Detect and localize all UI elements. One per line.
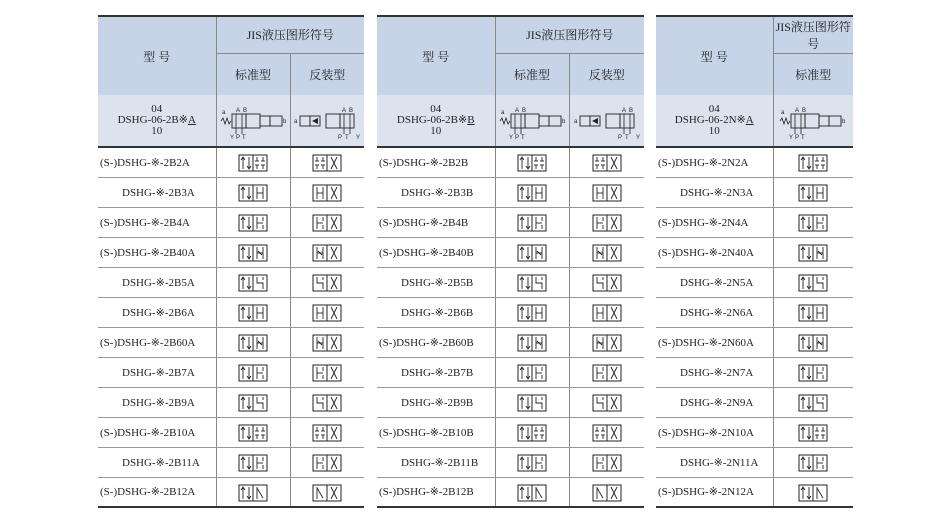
table-row xyxy=(377,357,644,387)
spool-symbol-icon xyxy=(591,331,623,353)
model-name: DSHG-※-2B7B xyxy=(377,357,495,387)
table-row xyxy=(98,297,364,327)
table-row xyxy=(98,207,364,237)
spool-symbol-icon xyxy=(797,391,829,413)
standard-symbol-cell xyxy=(495,297,569,327)
svg-text:P: P xyxy=(236,134,241,141)
spool-symbol-icon xyxy=(591,271,623,293)
table-row xyxy=(656,357,853,387)
svg-text:B: B xyxy=(802,107,807,114)
model-name: (S-)DSHG-※-2B2B xyxy=(377,147,495,177)
spool-symbol-icon xyxy=(591,391,623,413)
valve-diagram-body xyxy=(574,108,640,141)
code-line-2-main: DSHG-06-2B※ xyxy=(396,114,468,126)
solenoid-valve-diagram xyxy=(497,101,567,141)
model-name: (S-)DSHG-※-2B60A xyxy=(98,327,216,357)
standard-symbol-cell xyxy=(773,387,853,417)
reverse-symbol-cell xyxy=(569,387,644,417)
code-line-2-suffix: A xyxy=(745,114,754,126)
table-row xyxy=(98,177,364,207)
model-name: DSHG-※-2N3A xyxy=(656,177,773,207)
spool-symbol-icon xyxy=(591,361,623,383)
spool-symbol-icon xyxy=(516,361,548,383)
table-row xyxy=(377,447,644,477)
model-name: (S-)DSHG-※-2B12A xyxy=(98,477,216,507)
table-row xyxy=(377,267,644,297)
standard-symbol-cell xyxy=(216,327,290,357)
svg-text:T: T xyxy=(242,134,246,141)
table-row xyxy=(377,207,644,237)
reverse-symbol-cell xyxy=(569,297,644,327)
table-body xyxy=(98,147,364,507)
spool-symbol-icon xyxy=(797,271,829,293)
svg-text:B: B xyxy=(522,107,527,114)
jis-symbol-header: JIS液压图形符号 xyxy=(495,16,644,53)
spool-symbol-icon xyxy=(591,241,623,263)
spool-symbol-icon xyxy=(237,181,269,203)
table-row xyxy=(98,237,364,267)
svg-text:a: a xyxy=(781,109,785,116)
spool-symbol-icon xyxy=(797,181,829,203)
spool-symbol-icon xyxy=(237,211,269,233)
standard-symbol-cell xyxy=(495,387,569,417)
model-name: DSHG-※-2N6A xyxy=(656,297,773,327)
model-name: (S-)DSHG-※-2B40A xyxy=(98,237,216,267)
reverse-symbol-cell xyxy=(290,267,364,297)
reverse-symbol-cell xyxy=(290,207,364,237)
spool-symbol-icon xyxy=(516,211,548,233)
svg-text:P: P xyxy=(617,134,622,141)
spool-symbol-icon xyxy=(516,451,548,473)
model-header: 型 号 xyxy=(656,16,773,95)
standard-symbol-cell xyxy=(216,477,290,507)
valve-diagram-body xyxy=(294,108,360,141)
svg-text:Y: Y xyxy=(230,134,235,141)
reverse-symbol-cell xyxy=(290,237,364,267)
spool-symbol-icon xyxy=(797,301,829,323)
code-line-3: 10 xyxy=(151,125,163,137)
reverse-symbol-cell xyxy=(290,147,364,177)
model-name: (S-)DSHG-※-2B12B xyxy=(377,477,495,507)
spec-table-2b-b xyxy=(377,15,644,508)
table-row xyxy=(98,417,364,447)
spool-symbol-icon xyxy=(311,241,343,263)
model-name: (S-)DSHG-※-2N10A xyxy=(656,417,773,447)
table-row xyxy=(377,297,644,327)
table-row xyxy=(98,477,364,507)
model-name: DSHG-※-2B9A xyxy=(98,387,216,417)
standard-symbol-cell xyxy=(495,447,569,477)
spool-symbol-icon xyxy=(797,151,829,173)
spool-symbol-icon xyxy=(311,301,343,323)
standard-symbol-cell xyxy=(773,297,853,327)
code-line-3: 10 xyxy=(708,125,720,137)
model-name: (S-)DSHG-※-2N40A xyxy=(656,237,773,267)
svg-text:A: A xyxy=(621,107,626,114)
model-name: (S-)DSHG-※-2B10A xyxy=(98,417,216,447)
model-name: (S-)DSHG-※-2B4A xyxy=(98,207,216,237)
reverse-symbol-cell xyxy=(569,237,644,267)
reverse-solenoid-diagram xyxy=(569,95,644,147)
spool-symbol-icon xyxy=(797,421,829,443)
table-row xyxy=(656,387,853,417)
solenoid-valve-diagram xyxy=(292,101,362,141)
model-name: (S-)DSHG-※-2B60B xyxy=(377,327,495,357)
reverse-symbol-cell xyxy=(569,147,644,177)
reverse-symbol-cell xyxy=(290,297,364,327)
table-row xyxy=(98,147,364,177)
spool-symbol-icon xyxy=(797,331,829,353)
reverse-symbol-cell xyxy=(290,387,364,417)
model-name: DSHG-※-2B11B xyxy=(377,447,495,477)
standard-symbol-cell xyxy=(216,267,290,297)
spool-symbol-icon xyxy=(516,181,548,203)
spool-symbol-icon xyxy=(797,361,829,383)
table-row xyxy=(98,267,364,297)
standard-symbol-cell xyxy=(495,177,569,207)
standard-symbol-cell xyxy=(216,357,290,387)
spool-symbol-icon xyxy=(237,241,269,263)
table-row xyxy=(98,447,364,477)
svg-text:b: b xyxy=(283,118,287,125)
standard-type-header: 标准型 xyxy=(495,53,569,95)
spool-symbol-icon xyxy=(311,481,343,503)
spool-symbol-icon xyxy=(516,481,548,503)
table-row xyxy=(377,237,644,267)
spool-symbol-icon xyxy=(311,421,343,443)
svg-text:A: A xyxy=(795,107,800,114)
model-name: (S-)DSHG-※-2B4B xyxy=(377,207,495,237)
standard-symbol-cell xyxy=(216,387,290,417)
model-name: DSHG-※-2B3B xyxy=(377,177,495,207)
solenoid-valve-diagram xyxy=(572,101,642,141)
spec-table-2n-a xyxy=(656,15,853,508)
standard-symbol-cell xyxy=(495,267,569,297)
model-name: (S-)DSHG-※-2N60A xyxy=(656,327,773,357)
standard-symbol-cell xyxy=(216,297,290,327)
model-name: DSHG-※-2B9B xyxy=(377,387,495,417)
standard-symbol-cell xyxy=(495,327,569,357)
standard-solenoid-diagram xyxy=(773,95,853,147)
reverse-symbol-cell xyxy=(569,327,644,357)
model-header: 型 号 xyxy=(98,16,216,95)
model-code xyxy=(377,95,495,147)
spool-symbol-icon xyxy=(237,331,269,353)
model-name: (S-)DSHG-※-2B10B xyxy=(377,417,495,447)
table-row xyxy=(656,417,853,447)
model-name: DSHG-※-2B6A xyxy=(98,297,216,327)
table-row xyxy=(656,327,853,357)
svg-text:P: P xyxy=(795,134,800,141)
valve-diagram-body xyxy=(500,108,566,141)
standard-symbol-cell xyxy=(495,417,569,447)
model-header: 型 号 xyxy=(377,16,495,95)
reverse-symbol-cell xyxy=(569,417,644,447)
table-row xyxy=(377,177,644,207)
spool-symbol-icon xyxy=(516,241,548,263)
solenoid-valve-diagram xyxy=(777,101,849,141)
svg-text:a: a xyxy=(222,109,226,116)
model-name: (S-)DSHG-※-2N2A xyxy=(656,147,773,177)
spool-symbol-icon xyxy=(797,211,829,233)
spool-symbol-icon xyxy=(311,211,343,233)
model-name: DSHG-※-2N5A xyxy=(656,267,773,297)
svg-text:T: T xyxy=(521,134,525,141)
spool-symbol-icon xyxy=(797,451,829,473)
table-row xyxy=(656,477,853,507)
spool-symbol-icon xyxy=(311,391,343,413)
model-name: DSHG-※-2N9A xyxy=(656,387,773,417)
model-code xyxy=(656,95,773,147)
table-row xyxy=(377,387,644,417)
model-name: DSHG-※-2B11A xyxy=(98,447,216,477)
standard-symbol-cell xyxy=(773,237,853,267)
table-row xyxy=(656,297,853,327)
spool-symbol-icon xyxy=(237,421,269,443)
valve-diagram-body xyxy=(780,108,846,141)
jis-symbol-header: JIS液压图形符号 xyxy=(216,16,364,53)
standard-symbol-cell xyxy=(495,477,569,507)
reverse-symbol-cell xyxy=(290,177,364,207)
standard-symbol-cell xyxy=(216,147,290,177)
table-row xyxy=(377,417,644,447)
spool-symbol-icon xyxy=(237,271,269,293)
spool-symbol-icon xyxy=(591,151,623,173)
svg-text:Y: Y xyxy=(635,134,640,141)
spool-symbol-icon xyxy=(516,301,548,323)
standard-symbol-cell xyxy=(773,207,853,237)
svg-text:A: A xyxy=(515,107,520,114)
standard-symbol-cell xyxy=(773,177,853,207)
standard-type-header: 标准型 xyxy=(216,53,290,95)
standard-symbol-cell xyxy=(773,417,853,447)
svg-text:a: a xyxy=(294,118,298,125)
standard-symbol-cell xyxy=(216,417,290,447)
table-row xyxy=(377,477,644,507)
spool-symbol-icon xyxy=(311,271,343,293)
spool-symbol-icon xyxy=(516,151,548,173)
standard-symbol-cell xyxy=(216,177,290,207)
svg-text:b: b xyxy=(842,118,846,125)
svg-text:Y: Y xyxy=(509,134,514,141)
standard-symbol-cell xyxy=(495,207,569,237)
spool-symbol-icon xyxy=(797,481,829,503)
svg-text:A: A xyxy=(342,107,347,114)
model-name: DSHG-※-2B5B xyxy=(377,267,495,297)
spool-symbol-icon xyxy=(311,361,343,383)
standard-symbol-cell xyxy=(773,147,853,177)
spool-symbol-icon xyxy=(591,211,623,233)
code-line-2-suffix: B xyxy=(467,114,475,126)
svg-text:A: A xyxy=(236,107,241,114)
reverse-type-header: 反装型 xyxy=(290,53,364,95)
spool-symbol-icon xyxy=(591,301,623,323)
table-row xyxy=(656,177,853,207)
table-row xyxy=(98,357,364,387)
table-row xyxy=(98,327,364,357)
spool-symbol-icon xyxy=(516,331,548,353)
reverse-symbol-cell xyxy=(569,447,644,477)
standard-symbol-cell xyxy=(495,357,569,387)
standard-symbol-cell xyxy=(773,447,853,477)
code-line-3: 10 xyxy=(430,125,442,137)
standard-symbol-cell xyxy=(495,237,569,267)
spool-symbol-icon xyxy=(516,271,548,293)
standard-symbol-cell xyxy=(216,237,290,267)
svg-text:T: T xyxy=(801,134,805,141)
reverse-symbol-cell xyxy=(569,477,644,507)
spool-symbol-icon xyxy=(237,451,269,473)
svg-text:B: B xyxy=(628,107,633,114)
reverse-symbol-cell xyxy=(290,357,364,387)
standard-solenoid-diagram xyxy=(216,95,290,147)
standard-symbol-cell xyxy=(773,267,853,297)
spool-symbol-icon xyxy=(591,451,623,473)
spool-symbol-icon xyxy=(237,361,269,383)
spool-symbol-icon xyxy=(591,481,623,503)
reverse-symbol-cell xyxy=(290,327,364,357)
standard-symbol-cell xyxy=(495,147,569,177)
code-line-1: 04 xyxy=(151,103,163,115)
svg-text:b: b xyxy=(562,118,566,125)
model-name: (S-)DSHG-※-2B40B xyxy=(377,237,495,267)
spool-symbol-icon xyxy=(237,151,269,173)
standard-symbol-cell xyxy=(773,477,853,507)
standard-symbol-cell xyxy=(773,327,853,357)
spool-symbol-icon xyxy=(797,241,829,263)
reverse-type-header: 反装型 xyxy=(569,53,644,95)
table-row xyxy=(656,237,853,267)
spool-symbol-icon xyxy=(237,481,269,503)
standard-type-header: 标准型 xyxy=(773,53,853,95)
svg-text:a: a xyxy=(501,109,505,116)
table-row xyxy=(656,207,853,237)
table-row xyxy=(656,267,853,297)
reverse-symbol-cell xyxy=(290,417,364,447)
model-name: (S-)DSHG-※-2B2A xyxy=(98,147,216,177)
table-body xyxy=(377,147,644,507)
standard-symbol-cell xyxy=(216,207,290,237)
valve-diagram-body xyxy=(221,108,287,141)
svg-text:P: P xyxy=(338,134,343,141)
spool-symbol-icon xyxy=(516,421,548,443)
standard-symbol-cell xyxy=(216,447,290,477)
standard-symbol-cell xyxy=(773,357,853,387)
spool-symbol-icon xyxy=(311,181,343,203)
code-line-1: 04 xyxy=(708,103,720,115)
table-row xyxy=(377,327,644,357)
spool-symbol-icon xyxy=(311,331,343,353)
reverse-solenoid-diagram xyxy=(290,95,364,147)
model-name: DSHG-※-2B7A xyxy=(98,357,216,387)
code-line-2-main: DSHG-06-2B※ xyxy=(117,114,188,126)
svg-text:T: T xyxy=(345,134,349,141)
table-row xyxy=(656,447,853,477)
reverse-symbol-cell xyxy=(290,447,364,477)
spec-table-2b-a xyxy=(98,15,364,508)
standard-solenoid-diagram xyxy=(495,95,569,147)
spool-symbol-icon xyxy=(311,151,343,173)
code-line-2-suffix: A xyxy=(187,114,196,126)
reverse-symbol-cell xyxy=(290,477,364,507)
spool-symbol-icon xyxy=(237,301,269,323)
spool-symbol-icon xyxy=(516,391,548,413)
table-row xyxy=(377,147,644,177)
spool-symbol-icon xyxy=(591,181,623,203)
model-name: DSHG-※-2N7A xyxy=(656,357,773,387)
svg-text:Y: Y xyxy=(789,134,794,141)
reverse-symbol-cell xyxy=(569,267,644,297)
table-row xyxy=(98,387,364,417)
model-name: DSHG-※-2B5A xyxy=(98,267,216,297)
model-name: DSHG-※-2B3A xyxy=(98,177,216,207)
svg-text:B: B xyxy=(243,107,248,114)
table-row xyxy=(656,147,853,177)
svg-text:Y: Y xyxy=(356,134,361,141)
code-line-1: 04 xyxy=(430,103,442,115)
solenoid-valve-diagram xyxy=(218,101,288,141)
table-body xyxy=(656,147,853,507)
svg-text:T: T xyxy=(624,134,629,141)
spool-symbol-icon xyxy=(591,421,623,443)
spool-symbol-icon xyxy=(311,451,343,473)
code-line-2-main: DSHG-06-2N※ xyxy=(674,114,746,126)
model-name: DSHG-※-2B6B xyxy=(377,297,495,327)
svg-text:a: a xyxy=(573,118,578,125)
svg-text:B: B xyxy=(349,107,354,114)
jis-symbol-header: JIS液压图形符号 xyxy=(773,16,853,53)
model-name: DSHG-※-2N11A xyxy=(656,447,773,477)
reverse-symbol-cell xyxy=(569,177,644,207)
reverse-symbol-cell xyxy=(569,357,644,387)
model-name: (S-)DSHG-※-2N12A xyxy=(656,477,773,507)
model-code xyxy=(98,95,216,147)
svg-text:P: P xyxy=(515,134,520,141)
model-name: (S-)DSHG-※-2N4A xyxy=(656,207,773,237)
reverse-symbol-cell xyxy=(569,207,644,237)
spool-symbol-icon xyxy=(237,391,269,413)
